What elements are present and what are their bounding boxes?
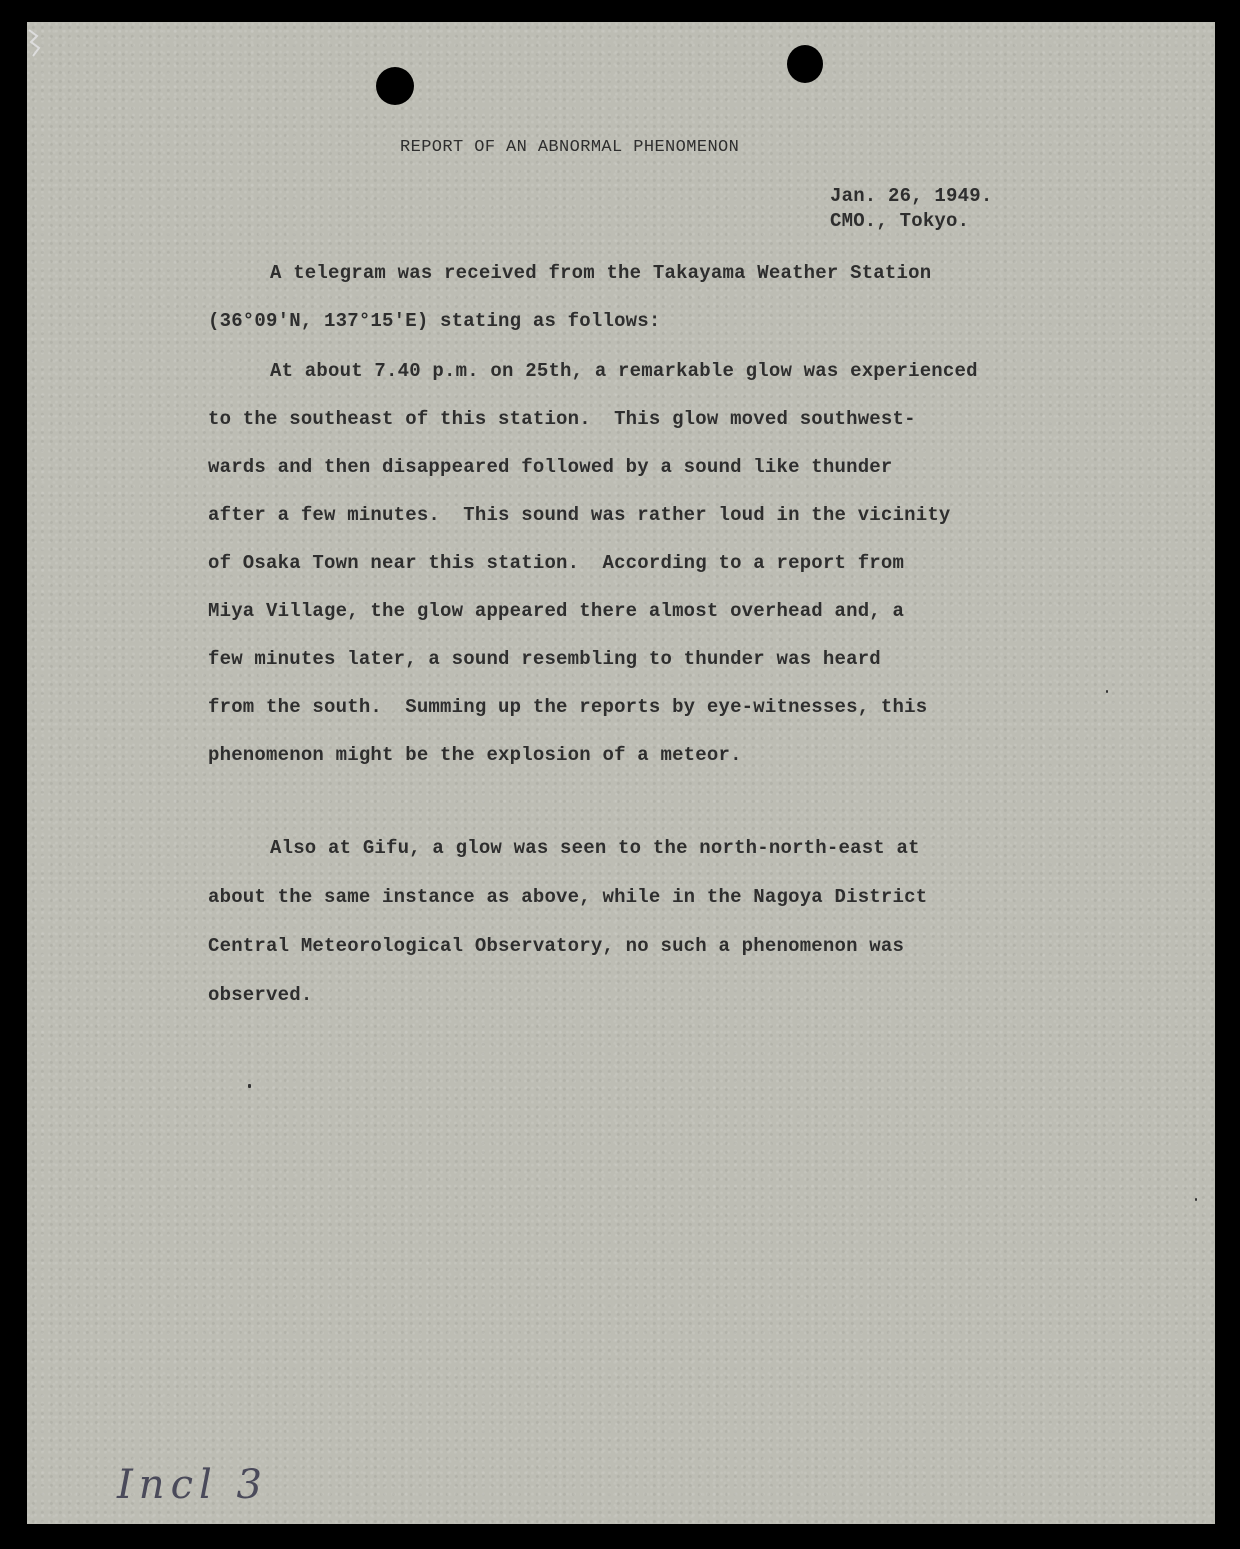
paragraph-1-line: A telegram was received from the Takayama Weather Station [270, 262, 932, 284]
paragraph-1-line: (36°09'N, 137°15'E) stating as follows: [208, 310, 661, 332]
paragraph-2-line: of Osaka Town near this station. According to a report from [208, 552, 905, 574]
paragraph-2-line: phenomenon might be the explosion of a meteor. [208, 744, 742, 766]
punch-hole-left [376, 67, 414, 105]
paragraph-2-line: to the southeast of this station. This glow moved southwest- [208, 408, 916, 430]
ink-speck [1195, 1198, 1197, 1201]
report-place: CMO., Tokyo. [830, 210, 970, 232]
paragraph-2-line: At about 7.40 p.m. on 25th, a remarkable glow was experienced [270, 360, 978, 382]
paragraph-2-line: few minutes later, a sound resembling to thunder was heard [208, 648, 881, 670]
report-date: Jan. 26, 1949. [830, 185, 993, 207]
ink-speck [1106, 690, 1108, 693]
staple-mark [21, 24, 61, 64]
paragraph-3-line: about the same instance as above, while in the Nagoya District [208, 886, 928, 908]
document-page [27, 22, 1215, 1524]
paragraph-3-line: observed. [208, 984, 313, 1006]
paragraph-2-line: wards and then disappeared followed by a sound like thunder [208, 456, 893, 478]
ink-speck [248, 1084, 251, 1088]
paragraph-2-line: Miya Village, the glow appeared there almost overhead and, a [208, 600, 905, 622]
handwritten-note: Incl 3 [117, 1462, 268, 1508]
paragraph-3-line: Also at Gifu, a glow was seen to the north-north-east at [270, 837, 920, 859]
paragraph-3-line: Central Meteorological Observatory, no such a phenomenon was [208, 935, 905, 957]
report-title: REPORT OF AN ABNORMAL PHENOMENON [400, 138, 740, 157]
paragraph-2-line: from the south. Summing up the reports by eye-witnesses, this [208, 696, 928, 718]
paragraph-2-line: after a few minutes. This sound was rather loud in the vicinity [208, 504, 951, 526]
punch-hole-right [787, 45, 823, 83]
